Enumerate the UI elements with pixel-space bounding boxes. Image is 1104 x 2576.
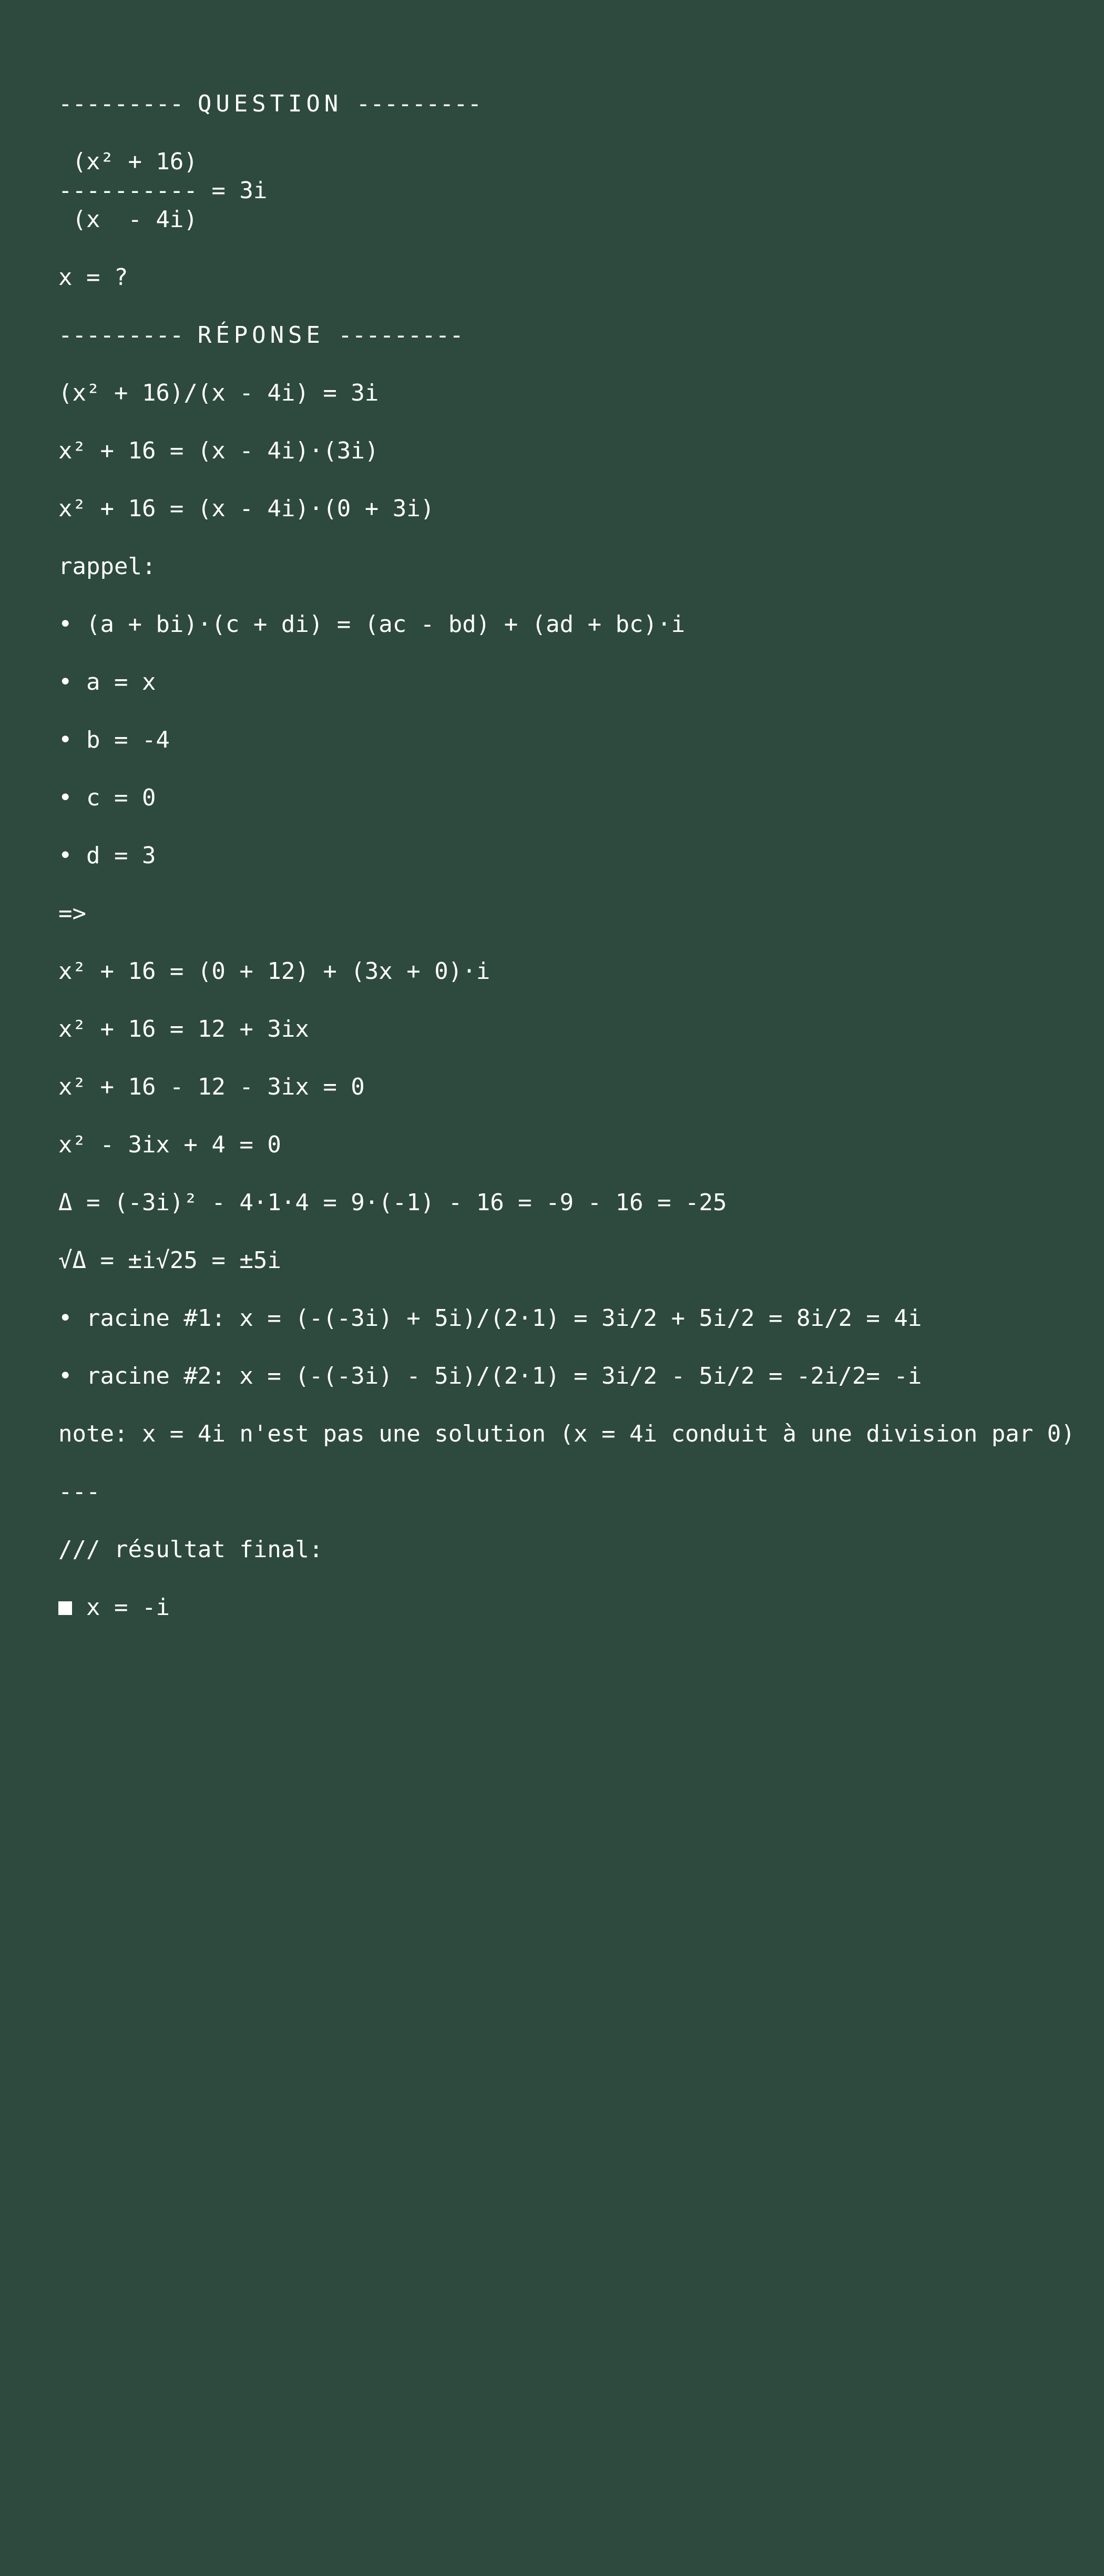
question-heading-dashes-left: ---------	[58, 90, 184, 117]
step-line: x² + 16 = (0 + 12) + (3x + 0)·i	[58, 958, 490, 985]
step-line: (x² + 16)/(x - 4i) = 3i	[58, 380, 379, 406]
separator-line: ---	[58, 1478, 100, 1505]
answer-heading-word: RÉPONSE	[197, 322, 324, 349]
note-line: note: x = 4i n'est pas une solution (x = 4i conduit à une division par 0)	[58, 1420, 1075, 1447]
step-line: x² + 16 = 12 + 3ix	[58, 1016, 309, 1042]
fraction-denominator: (x - 4i)	[58, 206, 198, 233]
root-2-line: • racine #2: x = (-(-3i) - 5i)/(2·1) = 3i/2 - 5i/2 = -2i/2= -i	[58, 1363, 922, 1389]
question-unknown: x = ?	[58, 264, 128, 291]
step-line: x² + 16 - 12 - 3ix = 0	[58, 1074, 365, 1100]
rappel-formula: • (a + bi)·(c + di) = (ac - bd) + (ad + bc)·i	[58, 611, 686, 638]
question-heading-word: QUESTION	[197, 90, 343, 117]
implies-arrow: =>	[58, 900, 86, 927]
final-result	[58, 1593, 1089, 1622]
discriminant-line: Δ = (-3i)² - 4·1·4 = 9·(-1) - 16 = -9 - 16 = -25	[58, 1189, 727, 1216]
rappel-item: • a = x	[58, 669, 156, 696]
question-heading	[58, 89, 1089, 118]
final-result-label: /// résultat final:	[58, 1536, 323, 1563]
rappel-item: • b = -4	[58, 727, 170, 753]
root-1-line: • racine #1: x = (-(-3i) + 5i)/(2·1) = 3i/2 + 5i/2 = 8i/2 = 4i	[58, 1305, 922, 1332]
step-line: x² + 16 = (x - 4i)·(3i)	[58, 437, 379, 464]
quadratic-equation: x² - 3ix + 4 = 0	[58, 1131, 281, 1158]
answer-heading-dashes-right: ---------	[338, 322, 464, 349]
answer-heading-dashes-left: ---------	[58, 322, 184, 349]
answer-heading	[58, 321, 1089, 350]
fraction-numerator: (x² + 16)	[58, 148, 198, 175]
question-heading-dashes-right: ---------	[356, 90, 482, 117]
final-result-value: x = -i	[86, 1594, 170, 1621]
rappel-label: rappel:	[58, 553, 156, 580]
rappel-item: • c = 0	[58, 784, 156, 811]
step-line: x² + 16 = (x - 4i)·(0 + 3i)	[58, 495, 435, 522]
solution-board	[58, 89, 1089, 1651]
sqrt-discriminant-line: √Δ = ±i√25 = ±5i	[58, 1247, 281, 1274]
fraction-bar: ---------- = 3i	[58, 177, 268, 204]
rappel-item: • d = 3	[58, 842, 156, 869]
square-bullet-icon	[58, 1601, 72, 1615]
